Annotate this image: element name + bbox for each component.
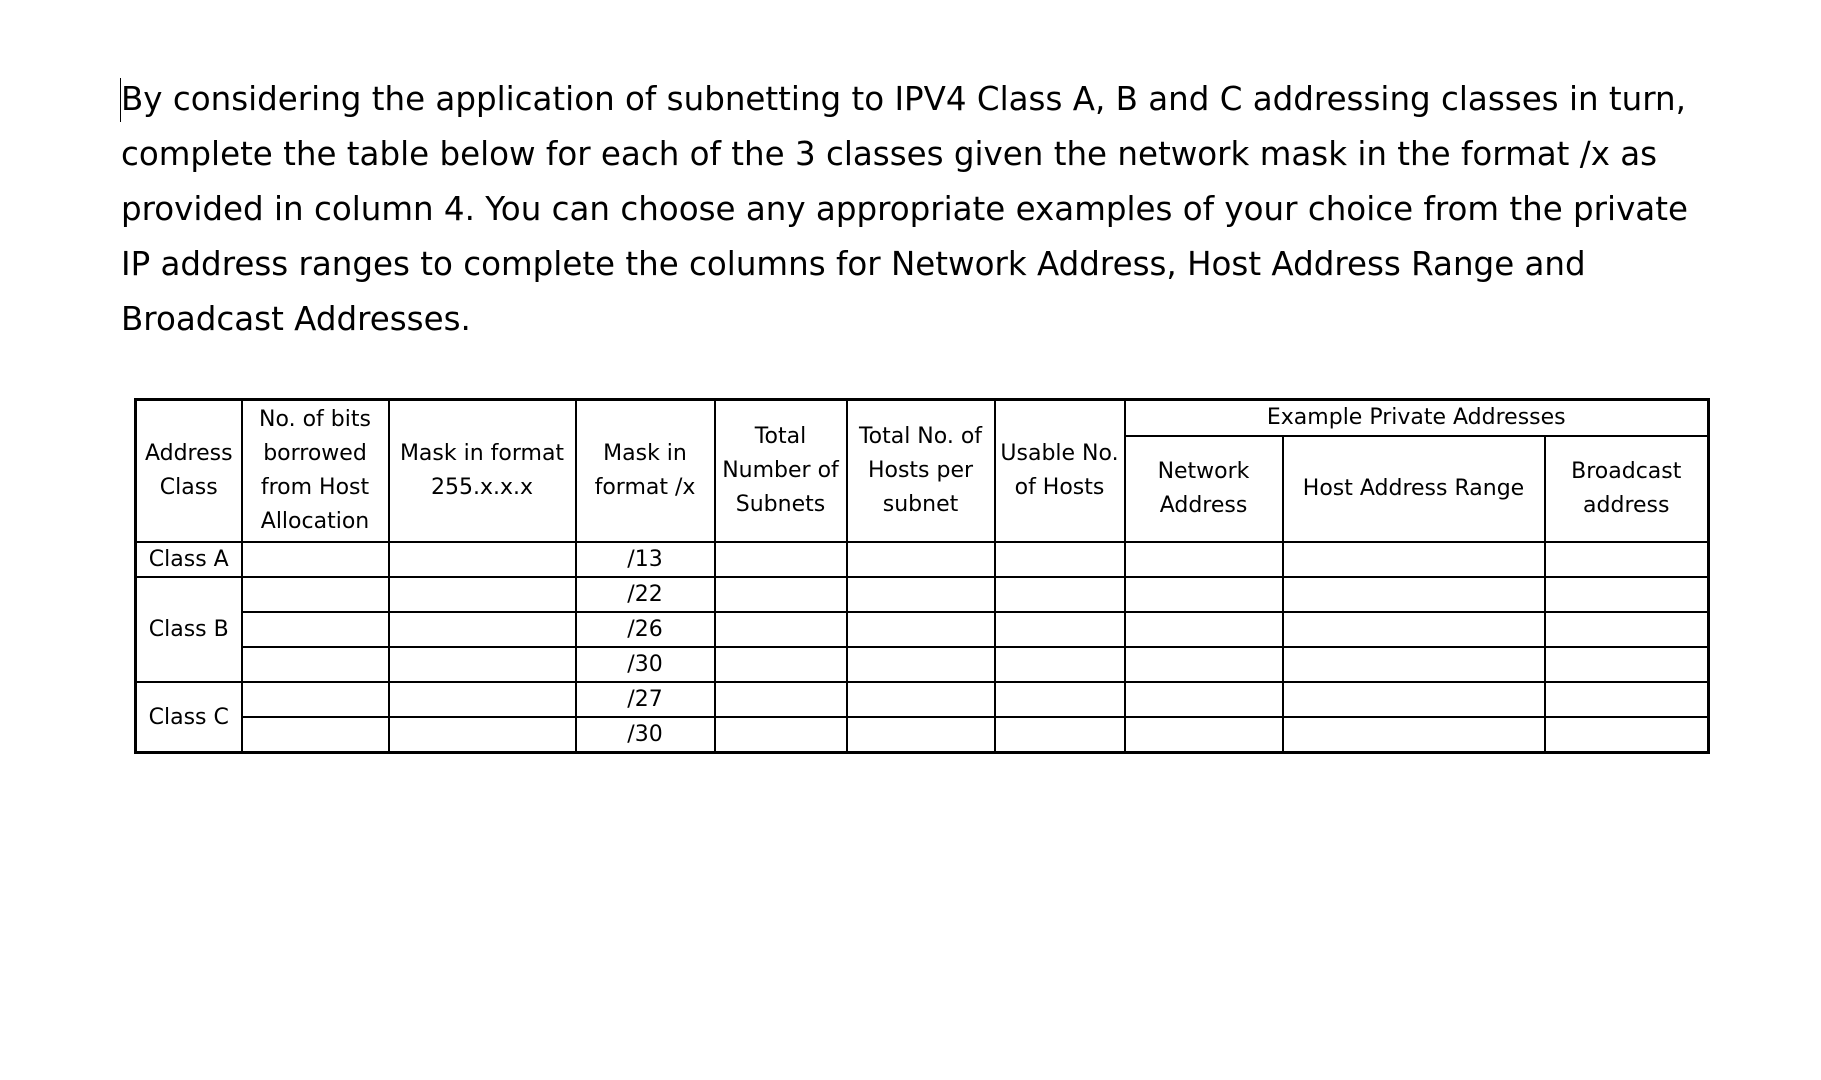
answer-cell[interactable] [1283, 612, 1545, 647]
mask-slash-cell: /30 [576, 647, 715, 682]
header-total-subnets: Total Number of Subnets [715, 400, 847, 543]
class-b-label: Class B [136, 577, 242, 682]
answer-cell[interactable] [1283, 717, 1545, 753]
answer-cell[interactable] [1545, 682, 1709, 717]
mask-slash-cell: /27 [576, 682, 715, 717]
class-a-label: Class A [136, 542, 242, 577]
answer-cell[interactable] [242, 577, 389, 612]
answer-cell[interactable] [1283, 542, 1545, 577]
answer-cell[interactable] [1283, 682, 1545, 717]
mask-slash-cell: /30 [576, 717, 715, 753]
answer-cell[interactable] [715, 682, 847, 717]
instructions-paragraph: By considering the application of subnetting to IPV4 Class A, B and C addressing classes in turn, complete the table below for each of the 3 classes given the network mask in the format /x as provided in column 4. You can choose any appropriate examples of your choice from the private IP address ranges to complete the columns for Network Address, Host Address Range and Broadcast Addresses. [121, 80, 1688, 338]
answer-cell[interactable] [995, 682, 1125, 717]
answer-cell[interactable] [1125, 577, 1283, 612]
answer-cell[interactable] [242, 647, 389, 682]
answer-cell[interactable] [1545, 612, 1709, 647]
answer-cell[interactable] [1125, 542, 1283, 577]
header-broadcast-address: Broadcast address [1545, 436, 1709, 542]
header-hosts-per-subnet: Total No. of Hosts per subnet [847, 400, 995, 543]
header-network-address: Network Address [1125, 436, 1283, 542]
answer-cell[interactable] [715, 647, 847, 682]
answer-cell[interactable] [715, 612, 847, 647]
table-row [136, 682, 1709, 717]
answer-cell[interactable] [389, 717, 576, 753]
table-row [136, 577, 1709, 612]
answer-cell[interactable] [1283, 647, 1545, 682]
answer-cell[interactable] [242, 612, 389, 647]
header-mask-dotted: Mask in format 255.x.x.x [389, 400, 576, 543]
answer-cell[interactable] [847, 577, 995, 612]
answer-cell[interactable] [389, 682, 576, 717]
answer-cell[interactable] [847, 612, 995, 647]
header-address-class: Address Class [136, 400, 242, 543]
answer-cell[interactable] [389, 577, 576, 612]
answer-cell[interactable] [1545, 542, 1709, 577]
answer-cell[interactable] [242, 717, 389, 753]
answer-cell[interactable] [715, 577, 847, 612]
header-mask-slash: Mask in format /x [576, 400, 715, 543]
answer-cell[interactable] [389, 647, 576, 682]
answer-cell[interactable] [242, 682, 389, 717]
table-row [136, 612, 1709, 647]
answer-cell[interactable] [847, 542, 995, 577]
answer-cell[interactable] [1545, 647, 1709, 682]
header-host-address-range: Host Address Range [1283, 436, 1545, 542]
answer-cell[interactable] [715, 717, 847, 753]
header-row [136, 400, 1709, 437]
answer-cell[interactable] [995, 717, 1125, 753]
header-bits-borrowed: No. of bits borrowed from Host Allocation [242, 400, 389, 543]
answer-cell[interactable] [389, 542, 576, 577]
answer-cell[interactable] [995, 612, 1125, 647]
answer-cell[interactable] [715, 542, 847, 577]
answer-cell[interactable] [1125, 647, 1283, 682]
answer-cell[interactable] [847, 682, 995, 717]
answer-cell[interactable] [1125, 682, 1283, 717]
table-row [136, 647, 1709, 682]
mask-slash-cell: /26 [576, 612, 715, 647]
table-row [136, 717, 1709, 753]
mask-slash-cell: /22 [576, 577, 715, 612]
answer-cell[interactable] [995, 542, 1125, 577]
answer-cell[interactable] [1545, 577, 1709, 612]
answer-cell[interactable] [995, 647, 1125, 682]
answer-cell[interactable] [1125, 612, 1283, 647]
answer-cell[interactable] [1283, 577, 1545, 612]
answer-cell[interactable] [995, 577, 1125, 612]
answer-cell[interactable] [389, 612, 576, 647]
answer-cell[interactable] [1125, 717, 1283, 753]
subnetting-table [134, 398, 1710, 754]
answer-cell[interactable] [847, 647, 995, 682]
table-row [136, 542, 1709, 577]
class-c-label: Class C [136, 682, 242, 753]
header-example-private-addresses: Example Private Addresses [1125, 400, 1709, 437]
mask-slash-cell: /13 [576, 542, 715, 577]
answer-cell[interactable] [1545, 717, 1709, 753]
header-usable-hosts: Usable No. of Hosts [995, 400, 1125, 543]
answer-cell[interactable] [847, 717, 995, 753]
answer-cell[interactable] [242, 542, 389, 577]
